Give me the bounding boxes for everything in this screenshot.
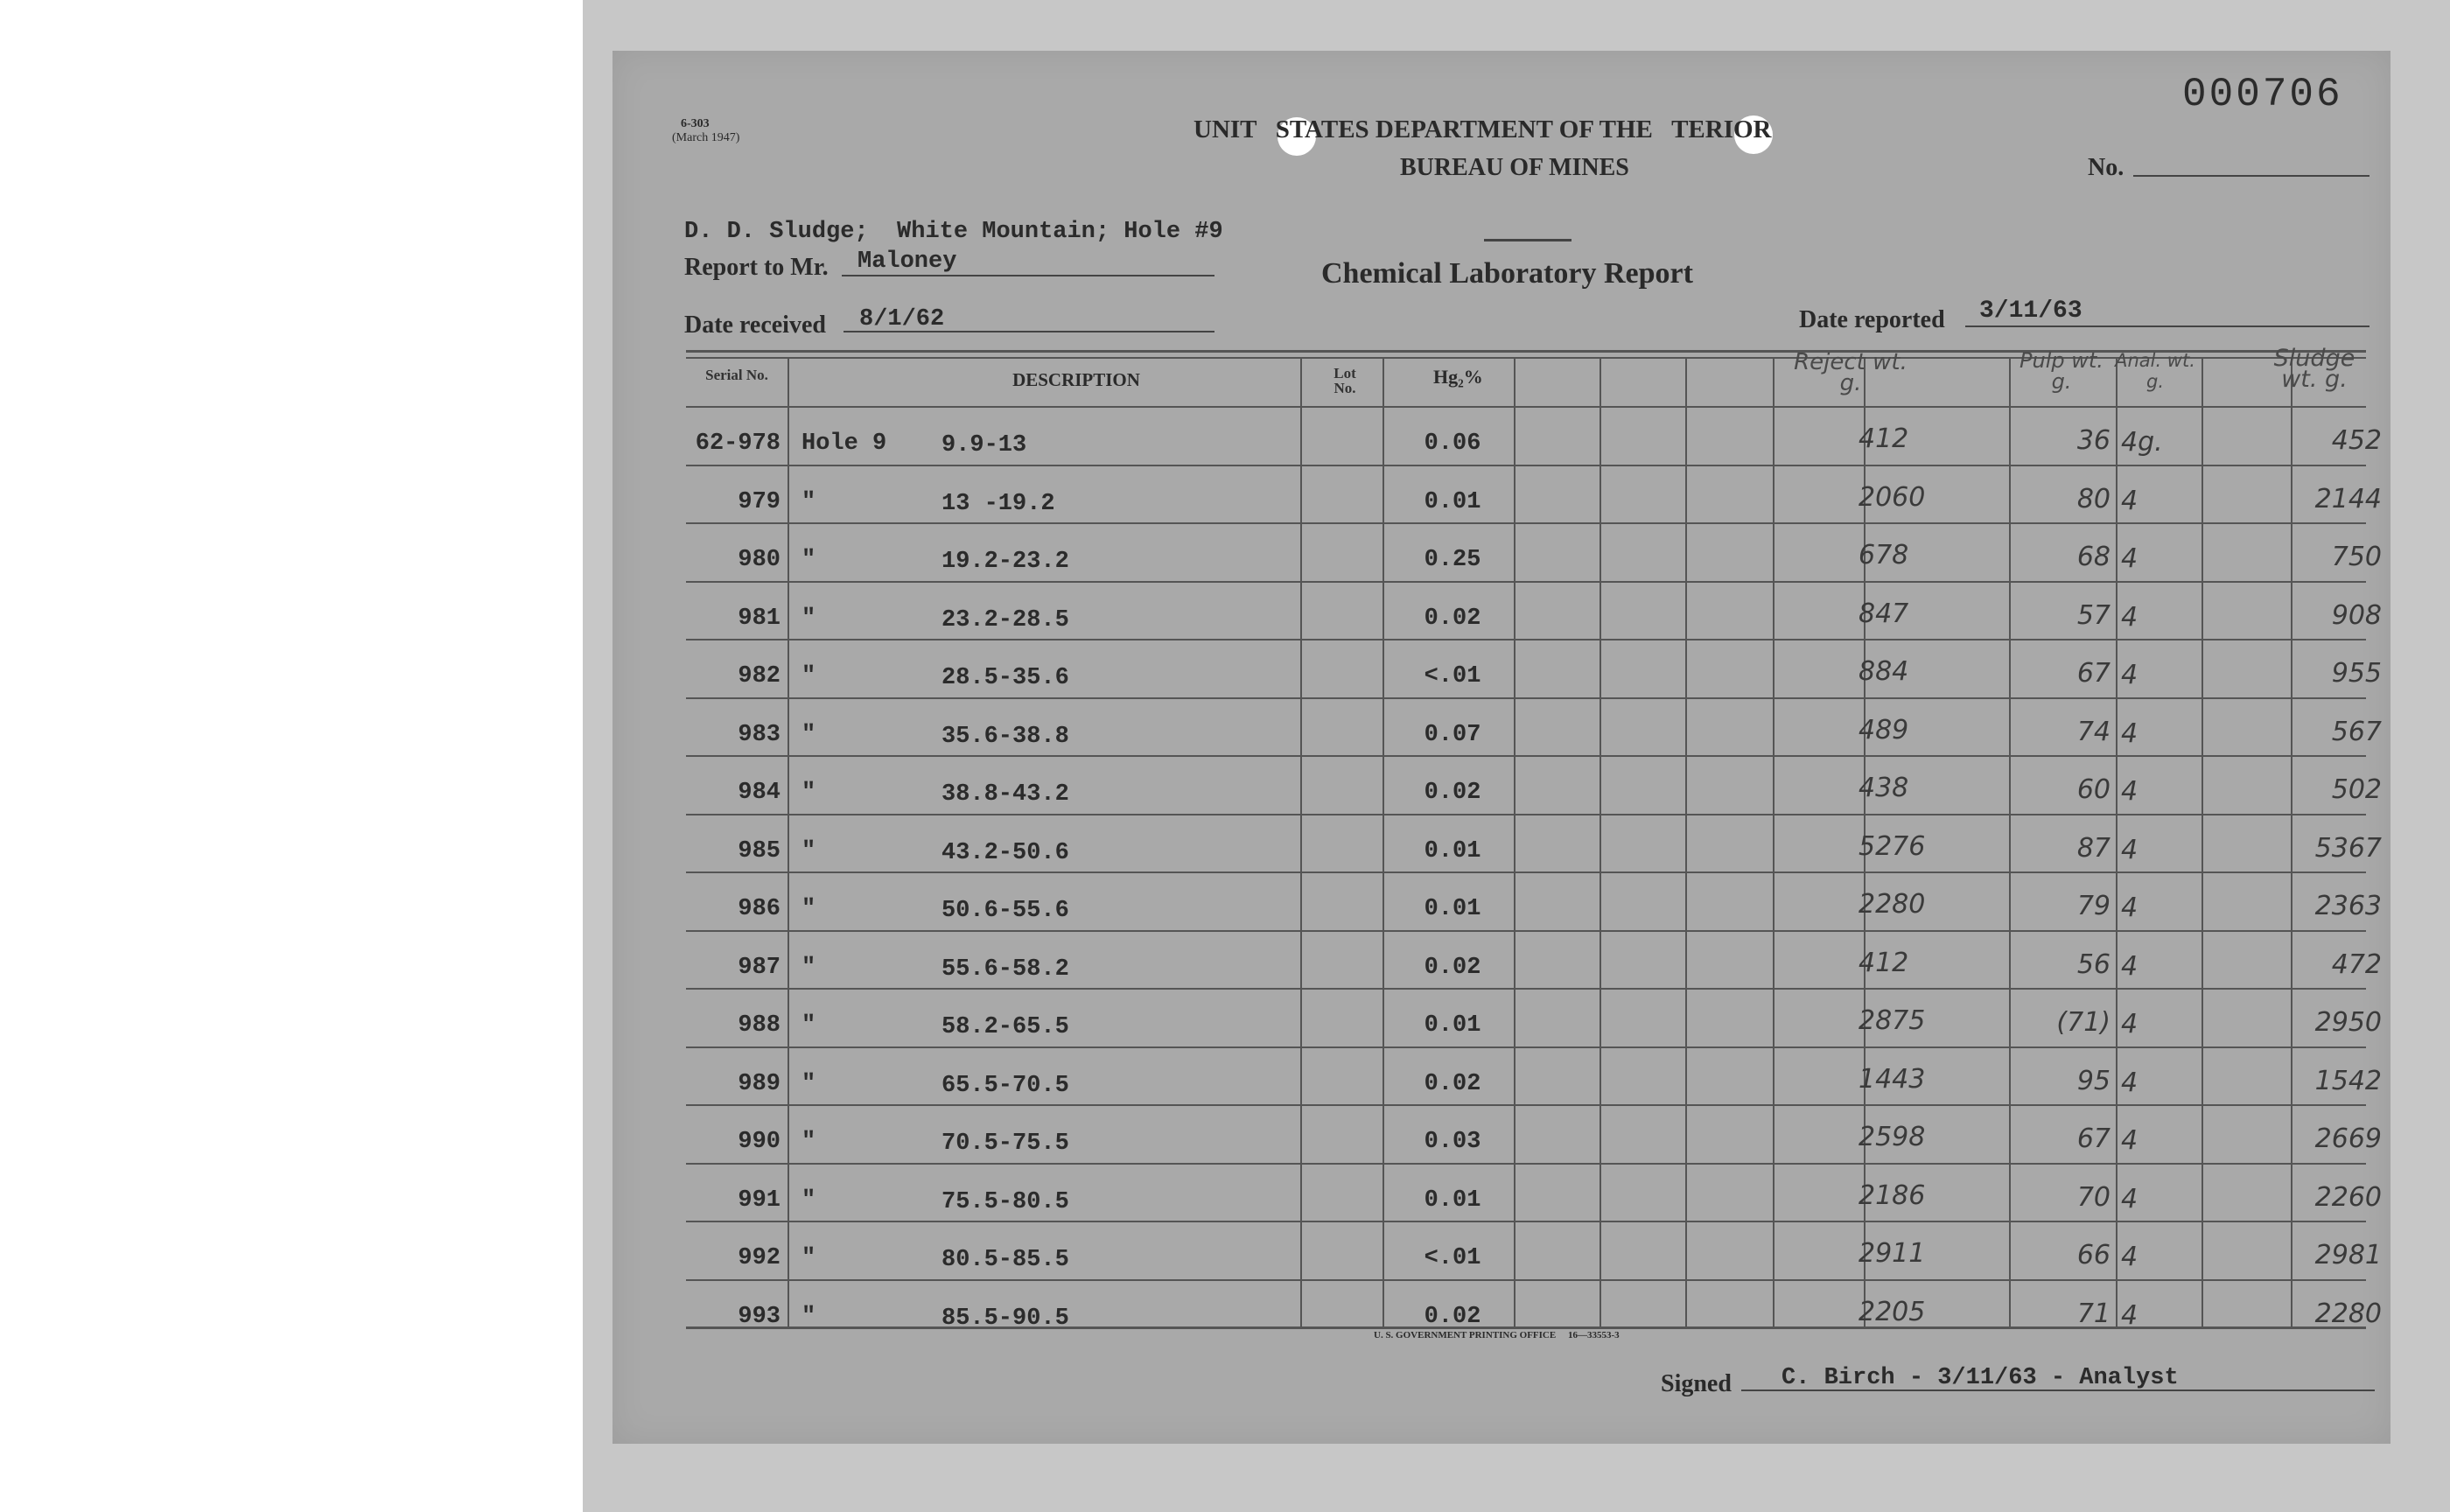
hole-label: " (802, 605, 816, 632)
table-row (612, 755, 2390, 814)
date-reported-value: 3/11/63 (1979, 298, 2082, 325)
hg-value: 0.01 (1424, 1012, 1481, 1039)
sludge-weight: 567 (2331, 716, 2382, 747)
depth-interval: 75.5-80.5 (942, 1188, 1069, 1215)
form-number: 6-303 (681, 117, 710, 130)
header-pulp: Pulp wt. g. (2020, 348, 2104, 394)
anal-weight: 4 (2121, 601, 2138, 633)
reject-weight: 2280 (1858, 889, 1926, 920)
pulp-weight: 67 (2076, 658, 2110, 689)
header-serial: Serial No. (705, 367, 768, 383)
hg-value: 0.01 (1424, 1186, 1481, 1214)
serial-number: 983 (738, 721, 780, 748)
depth-interval: 13 -19.2 (942, 490, 1055, 517)
serial-number: 991 (738, 1186, 780, 1214)
hg-value: 0.01 (1424, 488, 1481, 515)
sludge-weight: 908 (2331, 599, 2382, 631)
reject-weight: 2205 (1858, 1296, 1926, 1327)
serial-number: 981 (738, 605, 780, 632)
sample-description: D. D. Sludge; White Mountain; Hole #9 (684, 219, 1223, 245)
sludge-weight: 1542 (2314, 1065, 2382, 1096)
table-row (612, 639, 2390, 697)
hg-value: <.01 (1424, 1245, 1481, 1271)
pulp-weight: 70 (2076, 1181, 2110, 1213)
signed-value: C. Birch - 3/11/63 - Analyst (1782, 1365, 2179, 1391)
depth-interval: 85.5-90.5 (942, 1305, 1069, 1332)
header-anal: Anal. wt. g. (2115, 350, 2195, 392)
date-reported-line (1965, 326, 2370, 327)
report-to-value: Maloney (858, 248, 957, 275)
anal-weight: 4 (2121, 718, 2138, 749)
anal-weight: 4g. (2121, 427, 2163, 458)
sludge-weight: 5367 (2314, 832, 2382, 864)
serial-number: 986 (738, 896, 780, 922)
hole-label: Hole 9 (802, 430, 887, 457)
depth-interval: 70.5-75.5 (942, 1130, 1069, 1157)
pulp-weight: 95 (2076, 1065, 2110, 1096)
depth-interval: 19.2-23.2 (942, 549, 1069, 575)
date-received-line (844, 331, 1214, 332)
serial-number: 982 (738, 663, 780, 690)
sludge-weight: 2280 (2314, 1298, 2382, 1329)
depth-interval: 65.5-70.5 (942, 1072, 1069, 1099)
hole-label: " (802, 954, 816, 981)
sludge-weight: 2144 (2314, 483, 2382, 514)
table-row (612, 988, 2390, 1046)
serial-number: 980 (738, 547, 780, 573)
signature-line (1741, 1390, 2375, 1391)
pulp-weight: (71) (2056, 1007, 2110, 1038)
header-description: DESCRIPTION (1012, 369, 1140, 390)
sludge-weight: 2260 (2314, 1181, 2382, 1213)
anal-weight: 4 (2121, 1067, 2138, 1098)
depth-interval: 28.5-35.6 (942, 665, 1069, 691)
depth-interval: 80.5-85.5 (942, 1247, 1069, 1273)
anal-weight: 4 (2121, 776, 2138, 807)
date-received-label: Date received (684, 312, 826, 339)
hole-label: " (802, 896, 816, 922)
reject-weight: 489 (1858, 714, 1909, 746)
table-row (612, 1221, 2390, 1279)
anal-weight: 4 (2121, 834, 2138, 865)
table-row (612, 814, 2390, 872)
hg-value: 0.02 (1424, 954, 1481, 981)
serial-number: 990 (738, 1129, 780, 1155)
hg-value: 0.07 (1424, 721, 1481, 748)
table-row (612, 697, 2390, 756)
sludge-weight: 2981 (2314, 1240, 2382, 1270)
hole-label: " (802, 780, 816, 806)
pulp-weight: 68 (2076, 542, 2110, 572)
hole-label: " (802, 663, 816, 690)
sludge-weight: 452 (2331, 425, 2382, 456)
table-row (612, 1279, 2390, 1338)
depth-interval: 55.6-58.2 (942, 956, 1069, 983)
reject-weight: 2911 (1858, 1238, 1926, 1269)
header-sludge: Sludge wt. g. (2273, 345, 2356, 393)
pulp-weight: 36 (2076, 425, 2110, 456)
table-row (612, 465, 2390, 523)
hg-value: <.01 (1424, 663, 1481, 690)
pulp-weight: 60 (2076, 774, 2110, 805)
stamp-number: 000706 (2182, 72, 2343, 117)
depth-interval: 35.6-38.8 (942, 723, 1069, 750)
hole-label: " (802, 1303, 816, 1330)
hg-value: 0.03 (1424, 1129, 1481, 1155)
hole-label: " (802, 1186, 816, 1214)
table-row (612, 581, 2390, 640)
pulp-weight: 87 (2076, 832, 2110, 864)
depth-interval: 38.8-43.2 (942, 781, 1069, 808)
date-reported-label: Date reported (1799, 306, 1945, 333)
pulp-weight: 74 (2076, 716, 2110, 747)
anal-weight: 4 (2121, 543, 2138, 574)
anal-weight: 4 (2121, 892, 2138, 923)
hole-label: " (802, 1129, 816, 1155)
table-row (612, 406, 2390, 465)
anal-weight: 4 (2121, 1125, 2138, 1156)
anal-weight: 4 (2121, 1009, 2138, 1040)
table-row (612, 1104, 2390, 1163)
report-title: Chemical Laboratory Report (1321, 257, 1693, 290)
pulp-weight: 67 (2076, 1124, 2110, 1154)
anal-weight: 4 (2121, 950, 2138, 982)
pulp-weight: 56 (2076, 948, 2110, 980)
sludge-weight: 2363 (2314, 891, 2382, 921)
header-reject: Reject wt. g. (1794, 349, 1908, 396)
anal-weight: 4 (2121, 485, 2138, 516)
pulp-weight: 80 (2076, 483, 2110, 514)
serial-number: 985 (738, 837, 780, 864)
anal-weight: 4 (2121, 1242, 2138, 1272)
reject-weight: 2598 (1858, 1122, 1926, 1152)
hole-label: " (802, 1245, 816, 1271)
anal-weight: 4 (2121, 1299, 2138, 1331)
no-field-line (2133, 175, 2370, 177)
depth-interval: 58.2-65.5 (942, 1014, 1069, 1040)
sludge-weight: 2669 (2314, 1124, 2382, 1154)
hg-value: 0.01 (1424, 837, 1481, 864)
report-to-line (842, 275, 1214, 276)
signed-label: Signed (1661, 1370, 1732, 1397)
printing-office-credit: U. S. GOVERNMENT PRINTING OFFICE 16—33553-3 (1374, 1330, 1620, 1340)
pulp-weight: 71 (2076, 1298, 2110, 1329)
serial-number: 984 (738, 780, 780, 806)
anal-weight: 4 (2121, 660, 2138, 690)
reject-weight: 412 (1858, 424, 1909, 454)
header-hg: Hg₂% (1433, 366, 1483, 388)
pulp-weight: 79 (2076, 891, 2110, 921)
serial-number: 979 (738, 488, 780, 515)
hg-value: 0.02 (1424, 1303, 1481, 1330)
hg-value: 0.01 (1424, 896, 1481, 922)
header-lot: Lot No. (1334, 365, 1356, 396)
depth-interval: 43.2-50.6 (942, 839, 1069, 866)
hg-value: 0.06 (1424, 430, 1481, 457)
title-rule (1484, 239, 1572, 242)
pulp-weight: 66 (2076, 1240, 2110, 1270)
hg-value: 0.25 (1424, 547, 1481, 573)
reject-weight: 438 (1858, 773, 1909, 803)
serial-number: 62-978 (695, 430, 780, 457)
bureau-heading: BUREAU OF MINES (1400, 154, 1629, 181)
serial-number: 989 (738, 1070, 780, 1097)
sludge-weight: 955 (2331, 658, 2382, 689)
serial-number: 987 (738, 954, 780, 981)
report-to-label: Report to Mr. (684, 254, 829, 281)
table-row (612, 872, 2390, 930)
depth-interval: 50.6-55.6 (942, 898, 1069, 924)
sludge-weight: 472 (2331, 948, 2382, 980)
pulp-weight: 57 (2076, 599, 2110, 631)
no-label: No. (2088, 154, 2124, 181)
sludge-weight: 2950 (2314, 1007, 2382, 1038)
hole-label: " (802, 721, 816, 748)
reject-weight: 847 (1858, 598, 1909, 629)
form-date: (March 1947) (672, 131, 740, 144)
hole-label: " (802, 488, 816, 515)
reject-weight: 884 (1858, 656, 1909, 687)
date-received-value: 8/1/62 (859, 306, 945, 332)
hg-value: 0.02 (1424, 605, 1481, 632)
reject-weight: 2186 (1858, 1180, 1926, 1211)
reject-weight: 5276 (1858, 830, 1926, 862)
sludge-weight: 502 (2331, 774, 2382, 805)
table-row (612, 1163, 2390, 1222)
department-heading: UNIT STATES DEPARTMENT OF THE TERIOR (1194, 116, 1772, 144)
sludge-weight: 750 (2331, 542, 2382, 572)
table-row (612, 930, 2390, 989)
hole-label: " (802, 547, 816, 573)
hole-label: " (802, 1012, 816, 1039)
hg-value: 0.02 (1424, 780, 1481, 806)
reject-weight: 2875 (1858, 1005, 1926, 1036)
reject-weight: 1443 (1858, 1063, 1926, 1095)
hole-label: " (802, 1070, 816, 1097)
table-row (612, 1046, 2390, 1105)
report-sheet (612, 51, 2390, 1444)
hole-label: " (802, 837, 816, 864)
serial-number: 992 (738, 1245, 780, 1271)
reject-weight: 412 (1858, 947, 1909, 978)
hg-value: 0.02 (1424, 1070, 1481, 1097)
serial-number: 993 (738, 1303, 780, 1330)
table-row (612, 522, 2390, 581)
anal-weight: 4 (2121, 1183, 2138, 1214)
reject-weight: 2060 (1858, 481, 1926, 513)
reject-weight: 678 (1858, 540, 1909, 570)
serial-number: 988 (738, 1012, 780, 1039)
depth-interval: 9.9-13 (942, 432, 1027, 458)
depth-interval: 23.2-28.5 (942, 606, 1069, 634)
